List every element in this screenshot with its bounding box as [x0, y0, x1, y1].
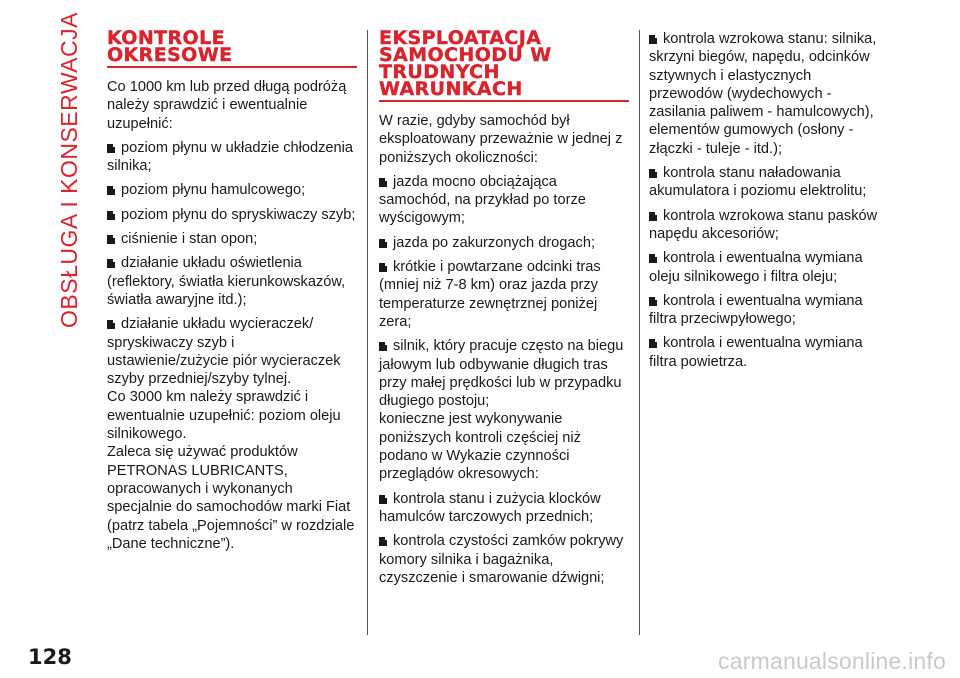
bullet-icon [649, 297, 657, 306]
bullet-icon [379, 537, 387, 546]
list-item: działanie układu oświetlenia (reflektory, światła kierunkowskazów, światła awaryjne itd.); [107, 255, 346, 308]
paragraph-more-frequent-checks: konieczne jest wykonywanie poniższych kontroli częściej niż podano w Wykazie czynności przeglądów okresowych: [379, 411, 581, 483]
column-periodic-checks [107, 27, 357, 559]
list-item: poziom płynu do spryskiwaczy szyb; [107, 206, 357, 224]
bullet-icon [107, 235, 115, 244]
list-item: poziom płynu w układzie chłodzenia silnika; [107, 139, 354, 175]
bullet-icon [107, 211, 115, 220]
list-item: krótkie i powtarzane odcinki tras (mniej niż 7-8 km) oraz jazda przy temperaturze zewnętrznej poniżej zera; [379, 259, 601, 330]
bullet-icon [379, 495, 387, 504]
list-item: ciśnienie i stan opon; [107, 230, 357, 248]
section-heading-difficult-conditions: EKSPLOATACJA SAMOCHODU W TRUDNYCH WARUNKACH [379, 30, 629, 102]
list-item: kontrola wzrokowa stanu pasków napędu akcesoriów; [649, 207, 878, 242]
list-item: silnik, który pracuje często na biegu jałowym lub odbywanie długich tras przy małej prędkości lub w przypadku długiego postoju; [379, 338, 624, 410]
list-item: kontrola stanu naładowania akumulatora i poziomu elektrolitu; [649, 165, 867, 200]
watermark: carmanualsonline.info [718, 648, 946, 674]
bullet-icon [649, 35, 657, 44]
bullet-icon [107, 144, 115, 153]
column-difficult-conditions [379, 27, 629, 593]
column-divider [367, 30, 368, 635]
bullet-icon [379, 263, 387, 272]
list-item: kontrola i ewentualna wymiana filtra przeciwpyłowego; [649, 292, 863, 328]
chapter-side-title: OBSŁUGA I KONSERWACJA [56, 12, 82, 328]
list-item: kontrola i ewentualna wymiana oleju silnikowego i filtra oleju; [649, 250, 863, 285]
paragraph-recommendation: Zaleca się używać produktów PETRONAS LUBRICANTS, opracowanych i wykonanych specjalnie do samochodów marki Fiat (patrz tabela „Pojemności” w rozdziale „Dane techniczne”). [107, 444, 355, 552]
bullet-icon [379, 178, 387, 187]
paragraph-oil-check: Co 3000 km należy sprawdzić i ewentualnie uzupełnić: poziom oleju silnikowego. [107, 389, 341, 443]
bullet-icon [649, 169, 657, 178]
bullet-icon [379, 239, 387, 248]
paragraph-intro: W razie, gdyby samochód był eksploatowany przeważnie w jednej z poniższych okoliczności: [379, 113, 623, 166]
bullet-icon [107, 259, 115, 268]
bullet-icon [107, 320, 115, 329]
bullet-icon [649, 212, 657, 221]
bullet-icon [379, 342, 387, 351]
list-item: poziom płynu hamulcowego; [107, 181, 357, 199]
page-number: 128 [28, 645, 72, 669]
list-item: kontrola wzrokowa stanu: silnika, skrzyni biegów, napędu, odcinków sztywnych i elastycznych przewodów (wydechowych - zasilania paliwem - hamulcowych), elementów gumowych (osłony - złączki - tuleje - itd.); [649, 31, 877, 157]
list-item: kontrola i ewentualna wymiana filtra powietrza. [649, 335, 863, 370]
list-item: jazda po zakurzonych drogach; [379, 234, 629, 252]
bullet-icon [649, 339, 657, 348]
list-item: kontrola stanu i zużycia klocków hamulców tarczowych przednich; [379, 490, 601, 525]
column-divider [639, 30, 640, 635]
bullet-icon [649, 254, 657, 263]
list-item: działanie układu wycieraczek/ spryskiwaczy szyb i ustawienie/zużycie piór wycieraczek szyby przedniej/szyby tylnej. [107, 316, 341, 388]
list-item: jazda mocno obciążająca samochód, na przykład po torze wyścigowym; [379, 173, 586, 227]
list-item: kontrola czystości zamków pokrywy komory silnika i bagażnika, czyszczenie i smarowanie dźwigni; [379, 533, 624, 586]
section-heading-periodic-checks: KONTROLE OKRESOWE [107, 30, 357, 68]
paragraph-intro: Co 1000 km lub przed długą podróżą należy sprawdzić i ewentualnie uzupełnić: [107, 79, 347, 132]
column-checks-continued [649, 30, 889, 377]
bullet-icon [107, 186, 115, 195]
